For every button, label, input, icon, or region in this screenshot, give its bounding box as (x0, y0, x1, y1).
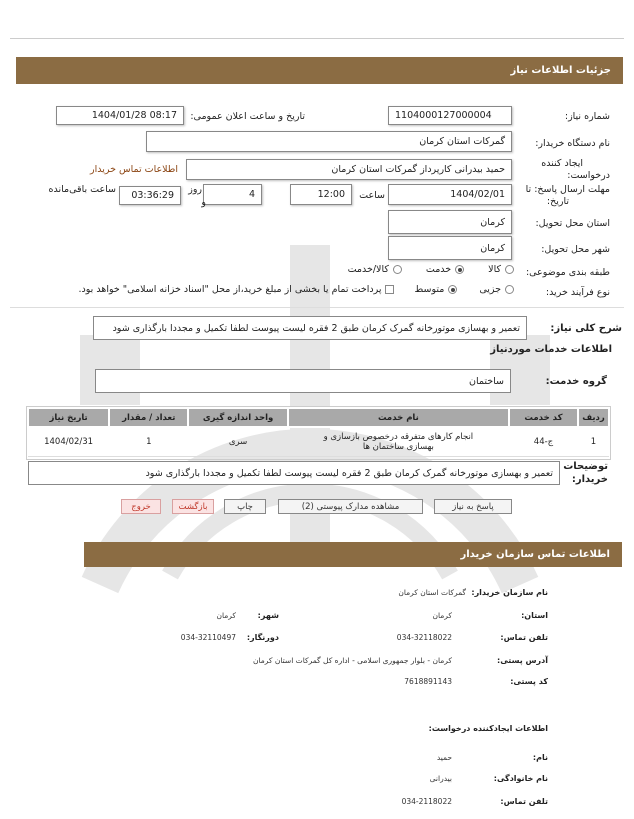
page-title: جزئیات اطلاعات نیاز (510, 65, 611, 76)
contact-phone-value: 034-32118022 (396, 633, 452, 642)
contact-fax-value: 034-32110497 (180, 633, 236, 642)
contact-title: اطلاعات تماس سازمان خریدار (460, 549, 610, 560)
creator-family-value: بیدرانی (429, 774, 452, 783)
process-medium-label: متوسط (414, 284, 445, 295)
services-table-header (28, 408, 609, 427)
category-service-radio[interactable] (455, 265, 464, 274)
cell-date: 1404/02/31 (28, 427, 109, 457)
col-name: نام خدمت (288, 408, 509, 427)
process-options (79, 284, 515, 295)
cell-name-line-2: بهسازی ساختمان ها (362, 442, 434, 452)
creator-family-label: نام خانوادگی: (493, 774, 548, 783)
need-number-label: شماره نیاز: (564, 111, 610, 122)
process-label: نوع فرآیند خرید: (545, 287, 610, 298)
contact-phone-label: تلفن تماس: (500, 633, 548, 642)
contact-fax-label: دورنگار: (246, 633, 279, 642)
days-field: 4 (203, 184, 262, 205)
creator-label-1: ایجاد کننده (541, 158, 583, 169)
contact-org-label: نام سازمان خریدار: (471, 588, 548, 597)
buyer-notes-label-2: خریدار: (571, 474, 608, 485)
creator-phone-value: 034-2118022 (401, 797, 452, 806)
day-label: روز (188, 184, 202, 195)
category-goods-label: کالا (488, 264, 501, 275)
category-goods-service-radio[interactable] (393, 265, 402, 274)
announce-field: 1404/01/28 08:17 (56, 106, 184, 125)
category-label: طبقه بندی موضوعی: (525, 267, 610, 278)
summary-label: شرح کلی نیاز: (550, 323, 622, 334)
contact-postal-value: 7618891143 (404, 677, 452, 686)
cell-code: ج-44 (509, 427, 578, 457)
buyer-notes-field: تعمیر و بهسازی موتورخانه گمرک کرمان طبق 2 فقره لیست پیوست لطفا تکمیل و مجددا بارگذاری شود (28, 461, 560, 485)
deadline-time-field: 12:00 (290, 184, 352, 205)
creator-name-label: نام: (532, 753, 548, 762)
contact-city-value: کرمان (216, 611, 236, 620)
services-table-container (26, 406, 611, 460)
reply-button[interactable]: پاسخ به نیاز (434, 499, 512, 514)
contact-org-value: گمرکات استان کرمان (398, 588, 466, 597)
buyer-notes-label-1: توضیحات (563, 461, 608, 472)
top-divider (10, 38, 624, 39)
contact-postal-label: کد پستی: (510, 677, 548, 686)
province-field: کرمان (388, 210, 512, 234)
print-button[interactable]: چاپ (224, 499, 266, 514)
services-section-title: اطلاعات خدمات موردنیاز (490, 344, 612, 355)
col-code: کد خدمت (509, 408, 578, 427)
summary-field: تعمیر و بهسازی موتورخانه گمرک کرمان طبق 2 فقره لیست پیوست لطفا تکمیل و مجددا بارگذاری شود (93, 316, 527, 340)
cell-row: 1 (578, 427, 609, 457)
creator-name-value: حمید (436, 753, 452, 762)
buyer-org-field: گمرکات استان کرمان (146, 131, 512, 152)
contact-header (84, 542, 622, 567)
process-medium-radio[interactable] (448, 285, 457, 294)
payment-note: پرداخت تمام یا بخشی از مبلغ خرید،از محل "اسناد خزانه اسلامی" خواهد بود. (78, 284, 382, 295)
attachments-button[interactable]: مشاهده مدارک پیوستی (2) (278, 499, 423, 514)
buyer-org-label: نام دستگاه خریدار: (535, 138, 610, 149)
services-table (27, 407, 610, 457)
creator-field: حمید بیدرانی کارپرداز گمرکات استان کرمان (186, 159, 512, 180)
time-label: ساعت (359, 190, 385, 201)
cell-unit: سری (188, 427, 287, 457)
contact-city-label: شهر: (257, 611, 279, 620)
treasury-payment-checkbox[interactable] (385, 285, 394, 294)
service-group-field: ساختمان (95, 369, 511, 393)
buyer-contact-link[interactable]: اطلاعات تماس خریدار (89, 164, 178, 175)
category-goods-radio[interactable] (505, 265, 514, 274)
city-field: کرمان (388, 236, 512, 260)
announce-label: تاریخ و ساعت اعلان عمومی: (190, 111, 305, 122)
contact-province-value: کرمان (432, 611, 452, 620)
back-button[interactable]: بازگشت (172, 499, 214, 514)
remaining-label: ساعت باقی‌مانده (48, 184, 116, 195)
service-group-label: گروه خدمت: (545, 376, 607, 387)
and-label: و (201, 197, 206, 208)
col-date: تاریخ نیاز (28, 408, 109, 427)
cell-name (288, 427, 509, 457)
creator-info-title: اطلاعات ایجادکننده درخواست: (428, 724, 548, 733)
category-goods-service-label: کالا/خدمت (347, 264, 389, 275)
deadline-date-field: 1404/02/01 (388, 184, 512, 205)
province-label: استان محل تحویل: (535, 218, 610, 229)
details-header (16, 57, 623, 84)
col-unit: واحد اندازه گیری (188, 408, 287, 427)
contact-province-label: استان: (521, 611, 548, 620)
category-options (348, 264, 514, 275)
category-service-label: خدمت (425, 264, 452, 275)
creator-label-2: درخواست: (567, 170, 610, 181)
table-row (28, 427, 609, 457)
section-divider (10, 307, 624, 308)
process-partial-label: جزیی (479, 284, 501, 295)
deadline-label-1: مهلت ارسال پاسخ: تا (525, 184, 610, 195)
remaining-time-field: 03:36:29 (119, 186, 181, 205)
col-qty: تعداد / مقدار (109, 408, 188, 427)
deadline-label-2: تاریخ: (546, 196, 569, 207)
cell-name-line-1: انجام کارهای متفرقه درخصوص بازسازی و (323, 432, 474, 442)
cell-qty: 1 (109, 427, 188, 457)
col-row: ردیف (578, 408, 609, 427)
contact-address-value: کرمان - بلوار جمهوری اسلامی - اداره کل گمرکات استان کرمان (252, 656, 452, 665)
creator-phone-label: تلفن تماس: (500, 797, 548, 806)
need-number-field: 1104000127000004 (388, 106, 512, 125)
contact-address-label: آدرس پستی: (497, 656, 548, 665)
exit-button[interactable]: خروج (121, 499, 161, 514)
city-label: شهر محل تحویل: (541, 244, 610, 255)
process-partial-radio[interactable] (505, 285, 514, 294)
